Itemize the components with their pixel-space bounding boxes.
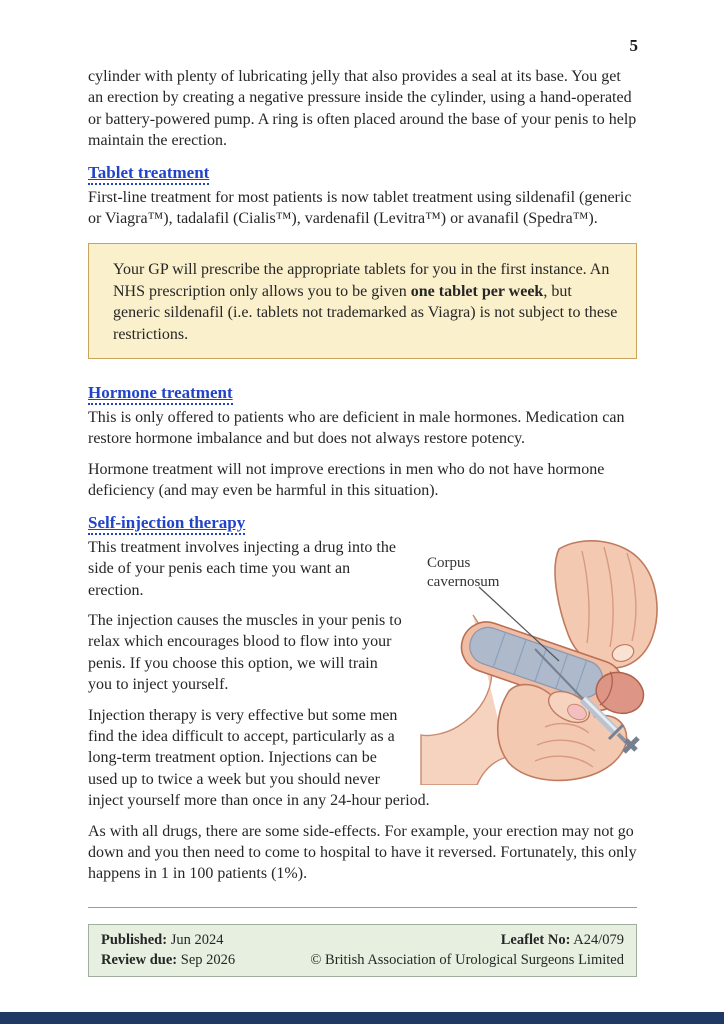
hormone-paragraph-2: Hormone treatment will not improve erections in men who do not have hormone deficiency (and may even be harmful in this situation). bbox=[88, 460, 605, 500]
gp-prescription-note-box bbox=[88, 243, 637, 359]
hormone-paragraph-1: This is only offered to patients who are deficient in male hormones. Medication can restore hormone imbalance and but does not always restore potency. bbox=[88, 409, 625, 448]
leaflet-number-label: Leaflet No: bbox=[500, 931, 571, 948]
copyright-line: © British Association of Urological Surgeons Limited bbox=[310, 951, 624, 968]
self-injection-link[interactable]: Self-injection therapy bbox=[88, 513, 245, 535]
published-line bbox=[101, 930, 235, 950]
injection-paragraph-1: This treatment involves injecting a drug into the side of your penis each time you want an erection. bbox=[88, 538, 396, 599]
gp-note-before: Your GP will prescribe the appropriate tablets for you in the first instance. An NHS prescription only allows you to be given bbox=[113, 261, 610, 300]
published-value: Jun 2024 bbox=[167, 931, 224, 948]
gp-note-bold: one tablet per week bbox=[410, 282, 544, 300]
gp-note-text bbox=[113, 259, 618, 345]
intro-paragraph: cylinder with plenty of lubricating jelly that also provides a seal at its base. You get an erection by creating a negative pressure inside the cylinder, using a hand-operated or battery-powered pump. A ring is often placed around the base of your penis to help maintain the erection. bbox=[88, 68, 637, 150]
footer-box bbox=[88, 924, 637, 977]
injection-illustration-svg bbox=[417, 531, 659, 785]
heading-hormone-treatment bbox=[88, 383, 637, 405]
tablet-treatment-link[interactable]: Tablet treatment bbox=[88, 163, 209, 185]
figure-label-line2: cavernosum bbox=[427, 573, 500, 590]
side-effects-paragraph: As with all drugs, there are some side-effects. For example, your erection may not go down and you then need to come to hospital to have it reversed. Fortunately, this only happens in 1 in 100 patients (1%). bbox=[88, 822, 637, 883]
injection-illustration bbox=[417, 531, 659, 785]
published-label: Published: bbox=[101, 931, 168, 948]
footer-divider bbox=[88, 907, 637, 908]
hormone-treatment-link[interactable]: Hormone treatment bbox=[88, 383, 233, 405]
tablet-treatment-paragraph: First-line treatment for most patients is now tablet treatment using sildenafil (generic or Viagra™), tadalafil (Cialis™), vardenafil (Levitra™) or avanafil (Spedra™). bbox=[88, 188, 632, 228]
injection-paragraph-2: The injection causes the muscles in your penis to relax which encourages blood to flow into your penis. If you choose this option, we will train you to inject yourself. bbox=[88, 611, 402, 694]
page-number: 5 bbox=[629, 36, 638, 55]
bottom-blue-bar bbox=[0, 1012, 724, 1024]
page-content bbox=[88, 66, 637, 977]
footer-left bbox=[101, 930, 235, 970]
review-label: Review due: bbox=[101, 951, 178, 968]
review-value: Sep 2026 bbox=[177, 951, 236, 968]
heading-tablet-treatment bbox=[88, 163, 637, 185]
footer-right bbox=[310, 930, 624, 970]
review-line bbox=[101, 950, 235, 970]
leaflet-number-line bbox=[310, 930, 624, 950]
gp-note-after: , but generic sildenafil (i.e. tablets not trademarked as Viagra) is not subject to these restrictions. bbox=[113, 282, 618, 343]
figure-label-line1: Corpus bbox=[427, 554, 471, 571]
leaflet-number-value: A24/079 bbox=[570, 931, 624, 948]
injection-paragraph-3: Injection therapy is very effective but some men find the idea difficult to accept, particularly as a long-term treatment option. Injections can be used up to twice a week but you should never inject yourself more than once in any 24-hour period. bbox=[88, 706, 430, 810]
